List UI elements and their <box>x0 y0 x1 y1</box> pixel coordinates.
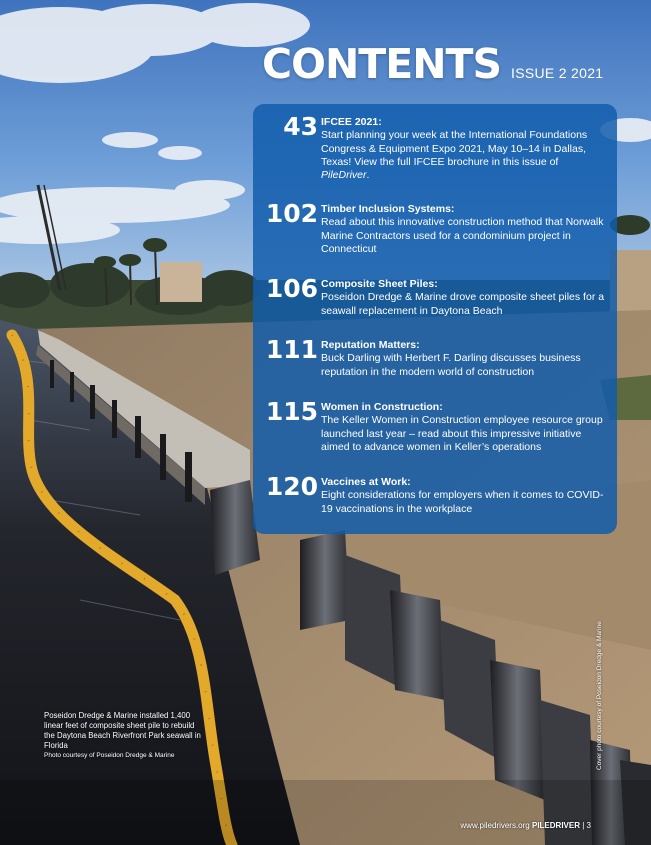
entry-description: Eight considerations for employers when it comes to COVID-19 vaccinations in the workplace <box>321 489 604 515</box>
entry-description: Poseidon Dredge & Marine drove composite sheet piles for a seawall replacement in Daytona Beach <box>321 291 605 317</box>
entry-heading: Reputation Matters: <box>321 339 420 351</box>
page-number: 102 <box>265 199 318 228</box>
page-number: 111 <box>265 335 318 364</box>
entry-description: Start planning your week at the International Foundations Congress & Equipment Expo 2021, May 10–14 in Dallas, Texas! View the full IFCEE brochure in this issue of PileDriver. <box>321 129 588 182</box>
entry-description: Read about this innovative construction method that Norwalk Marine Contractors used for a condominium project in Connecticut <box>321 216 604 255</box>
entry-description: The Keller Women in Construction employee resource group launched last year – read about this impressive initiative aimed to advance women in Keller’s operations <box>321 414 603 453</box>
page-number: 106 <box>265 274 318 303</box>
footer-page-number: 3 <box>586 821 591 830</box>
contents-header <box>262 40 603 88</box>
entry-description: Buck Darling with Herbert F. Darling discusses business reputation in the modern world of construction <box>321 352 581 378</box>
page-number: 120 <box>265 472 318 501</box>
contents-panel <box>253 104 617 534</box>
cover-photo-credit: Cover photo courtesy of Poseidon Dredge & Marine <box>596 621 603 770</box>
photo-caption <box>44 711 204 761</box>
page-number: 43 <box>283 112 318 141</box>
magazine-name-emphasis: PileDriver <box>321 169 367 182</box>
issue-label: ISSUE 2 2021 <box>511 65 604 81</box>
footer-url[interactable]: www.piledrivers.org <box>460 821 530 830</box>
caption-credit: Photo courtesy of Poseidon Dredge & Marine <box>44 752 175 759</box>
caption-text: Poseidon Dredge & Marine installed 1,400 linear feet of composite sheet pile to rebuild the Daytona Beach Riverfront Park seawall in Florida <box>44 711 201 750</box>
entry-heading: IFCEE 2021: <box>321 116 382 128</box>
footer-magazine: PILEDRIVER <box>531 821 580 830</box>
page-number: 115 <box>265 397 318 426</box>
entry-heading: Vaccines at Work: <box>321 476 411 488</box>
entry-heading: Women in Construction: <box>321 401 443 413</box>
page-title: CONTENTS <box>262 40 502 88</box>
page-footer <box>460 821 591 830</box>
entry-heading: Timber Inclusion Systems: <box>321 203 455 215</box>
entry-heading: Composite Sheet Piles: <box>321 278 438 290</box>
footer-separator: | <box>582 821 585 830</box>
